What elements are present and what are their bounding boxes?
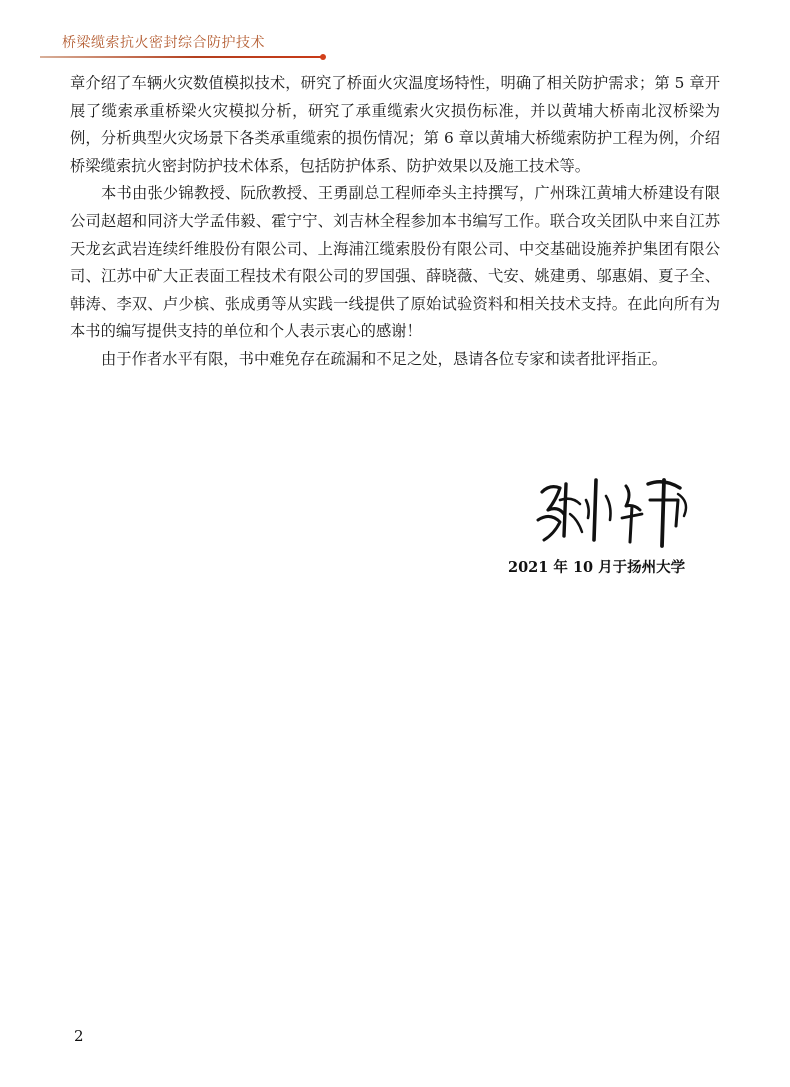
- running-header-title: 桥梁缆索抗火密封综合防护技术: [62, 35, 265, 51]
- paragraph-2: 本书由张少锦教授、阮欣教授、王勇副总工程师牵头主持撰写，广州珠江黄埔大桥建设有限公司赵超和同济大学孟伟毅、霍宁宁、刘吉林全程参加本书编写工作。联合攻关团队中来自江苏天龙玄武岩连续纤维股份有限公司、上海浦江缆索股份有限公司、中交基础设施养护集团有限公司、江苏中矿大正表面工程技术有限公司的罗国强、薛晓薇、弋安、姚建勇、邬惠娟、夏子全、韩涛、李双、卢少槟、张成勇等从实践一线提供了原始试验资料和相关技术支持。在此向所有为本书的编写提供支持的单位和个人表示衷心的感谢！: [70, 184, 720, 341]
- page-number: 2: [74, 1027, 84, 1045]
- paragraph-3: 由于作者水平有限，书中难免存在疏漏和不足之处，恳请各位专家和读者批评指正。: [101, 349, 667, 368]
- header-rule-dot: [320, 54, 326, 60]
- header-rule: [40, 56, 322, 58]
- paragraph-1: 章介绍了车辆火灾数值模拟技术，研究了桥面火灾温度场特性，明确了相关防护需求；第 5 章开展了缆索承重桥梁火灾模拟分析，研究了承重缆索火灾损伤标准，并以黄埔大桥南北汊桥梁为例，分析典型火灾场景下各类承重缆索的损伤情况；第 6 章以黄埔大桥缆索防护工程为例，介绍桥梁缆索抗火密封防护技术体系，包括防护体系、防护效果以及施工技术等。: [70, 74, 720, 175]
- author-signature: [530, 470, 695, 548]
- signature-date-place: 2021 年 10 月于扬州大学: [508, 559, 686, 576]
- preface-body: [70, 70, 720, 374]
